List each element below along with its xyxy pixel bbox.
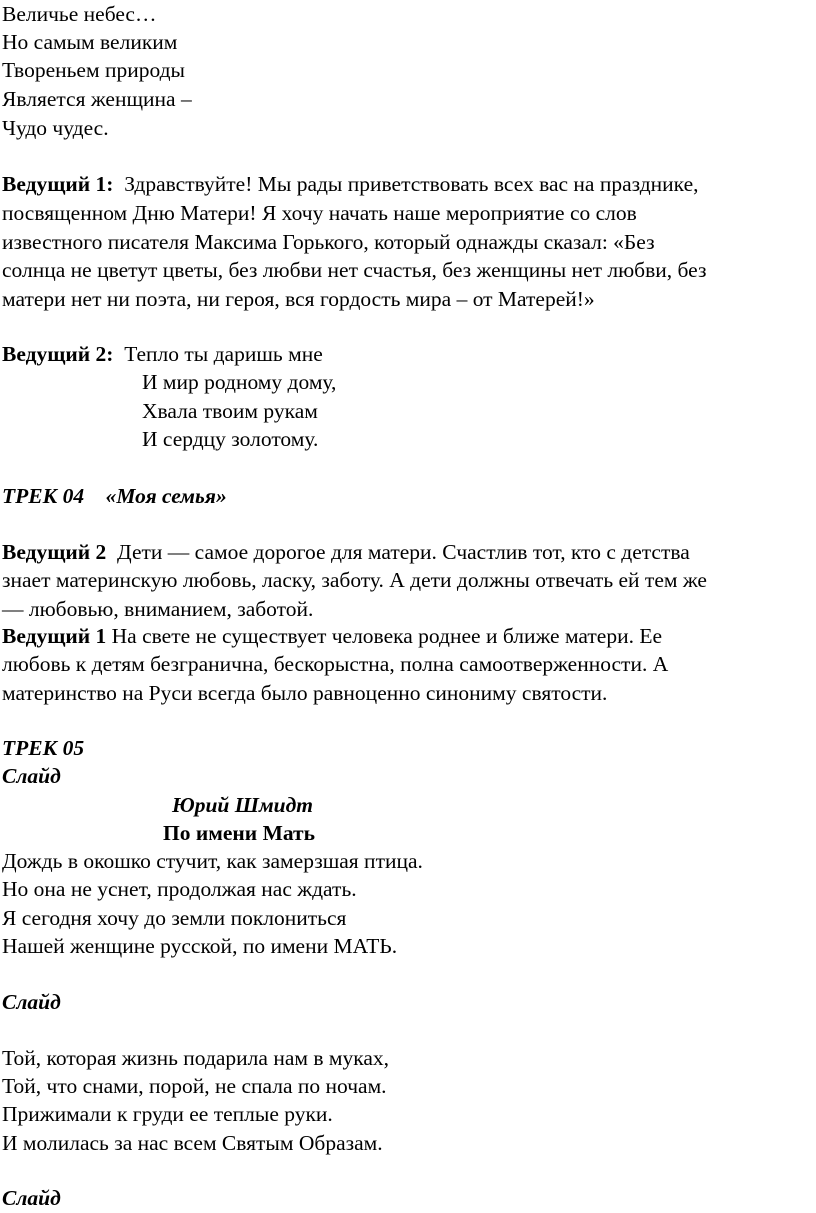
track-heading: ТРЕК 04 «Моя семья» [2,484,227,508]
poem-line: Я сегодня хочу до земли поклониться [2,906,347,930]
host2-poem-line: И сердцу золотому. [142,427,319,451]
poem-line: Той, что снами, порой, не спала по ночам. [2,1074,387,1098]
paragraph-text: На свете не существует человека роднее и ближе матери. Ее [111,624,663,648]
slide-label: Слайд [2,764,61,788]
host1-paragraph-line [2,622,662,651]
host1-paragraph-line: посвященном Дню Матери! Я хочу начать наше мероприятие со слов [2,201,637,225]
speaker-label: Ведущий 1 [2,624,107,648]
poem-title: По имени Мать [163,821,315,845]
host1-paragraph-line: любовь к детям безгранична, бескорыстна, полна самоотверженности. А [2,652,669,676]
host1-paragraph-line: известного писателя Максима Горького, который однажды сказал: «Без [2,230,655,254]
host2-paragraph-line: знает материнскую любовь, ласку, заботу. А дети должны отвечать ей тем же [2,568,707,592]
host1-paragraph-line: материнство на Руси всегда было равноценно синониму святости. [2,681,608,705]
intro-poem-line: Твореньем природы [2,58,185,82]
track-heading: ТРЕК 05 [2,736,85,760]
host2-poem-line [2,340,323,369]
speaker-label: Ведущий 1: [2,172,114,196]
poem-line: Нашей женщине русской, по имени МАТЬ. [2,934,398,958]
host2-paragraph-line [2,538,690,567]
slide-label: Слайд [2,990,61,1014]
intro-poem-line: Величье небес… [2,2,157,26]
paragraph-text: Здравствуйте! Мы рады приветствовать всех вас на празднике, [124,172,699,196]
poem-line: И молилась за нас всем Святым Образам. [2,1131,383,1155]
host1-paragraph-line [2,170,699,199]
host2-poem-line: Хвала твоим рукам [142,399,318,423]
slide-label: Слайд [2,1186,61,1210]
speaker-label: Ведущий 2: [2,342,114,366]
host1-paragraph-line: матери нет ни поэта, ни героя, вся гордость мира – от Матерей!» [2,287,595,311]
host2-poem-line: И мир родному дому, [142,370,337,394]
intro-poem-line: Чудо чудес. [2,116,109,140]
host2-paragraph-line: — любовью, вниманием, заботой. [2,597,314,621]
intro-poem-line: Является женщина – [2,87,192,111]
paragraph-text: Дети — самое дорогое для матери. Счастлив тот, кто с детства [117,540,690,564]
poem-line: Дождь в окошко стучит, как замерзшая птица. [2,849,423,873]
poem-line: Но она не уснет, продолжая нас ждать. [2,877,357,901]
poem-author: Юрий Шмидт [172,793,314,817]
poem-line: Прижимали к груди ее теплые руки. [2,1102,333,1126]
intro-poem-line: Но самым великим [2,30,178,54]
host1-paragraph-line: солнца не цветут цветы, без любви нет счастья, без женщины нет любви, без [2,258,707,282]
poem-text: Тепло ты даришь мне [124,342,323,366]
poem-line: Той, которая жизнь подарила нам в муках, [2,1046,390,1070]
speaker-label: Ведущий 2 [2,540,107,564]
